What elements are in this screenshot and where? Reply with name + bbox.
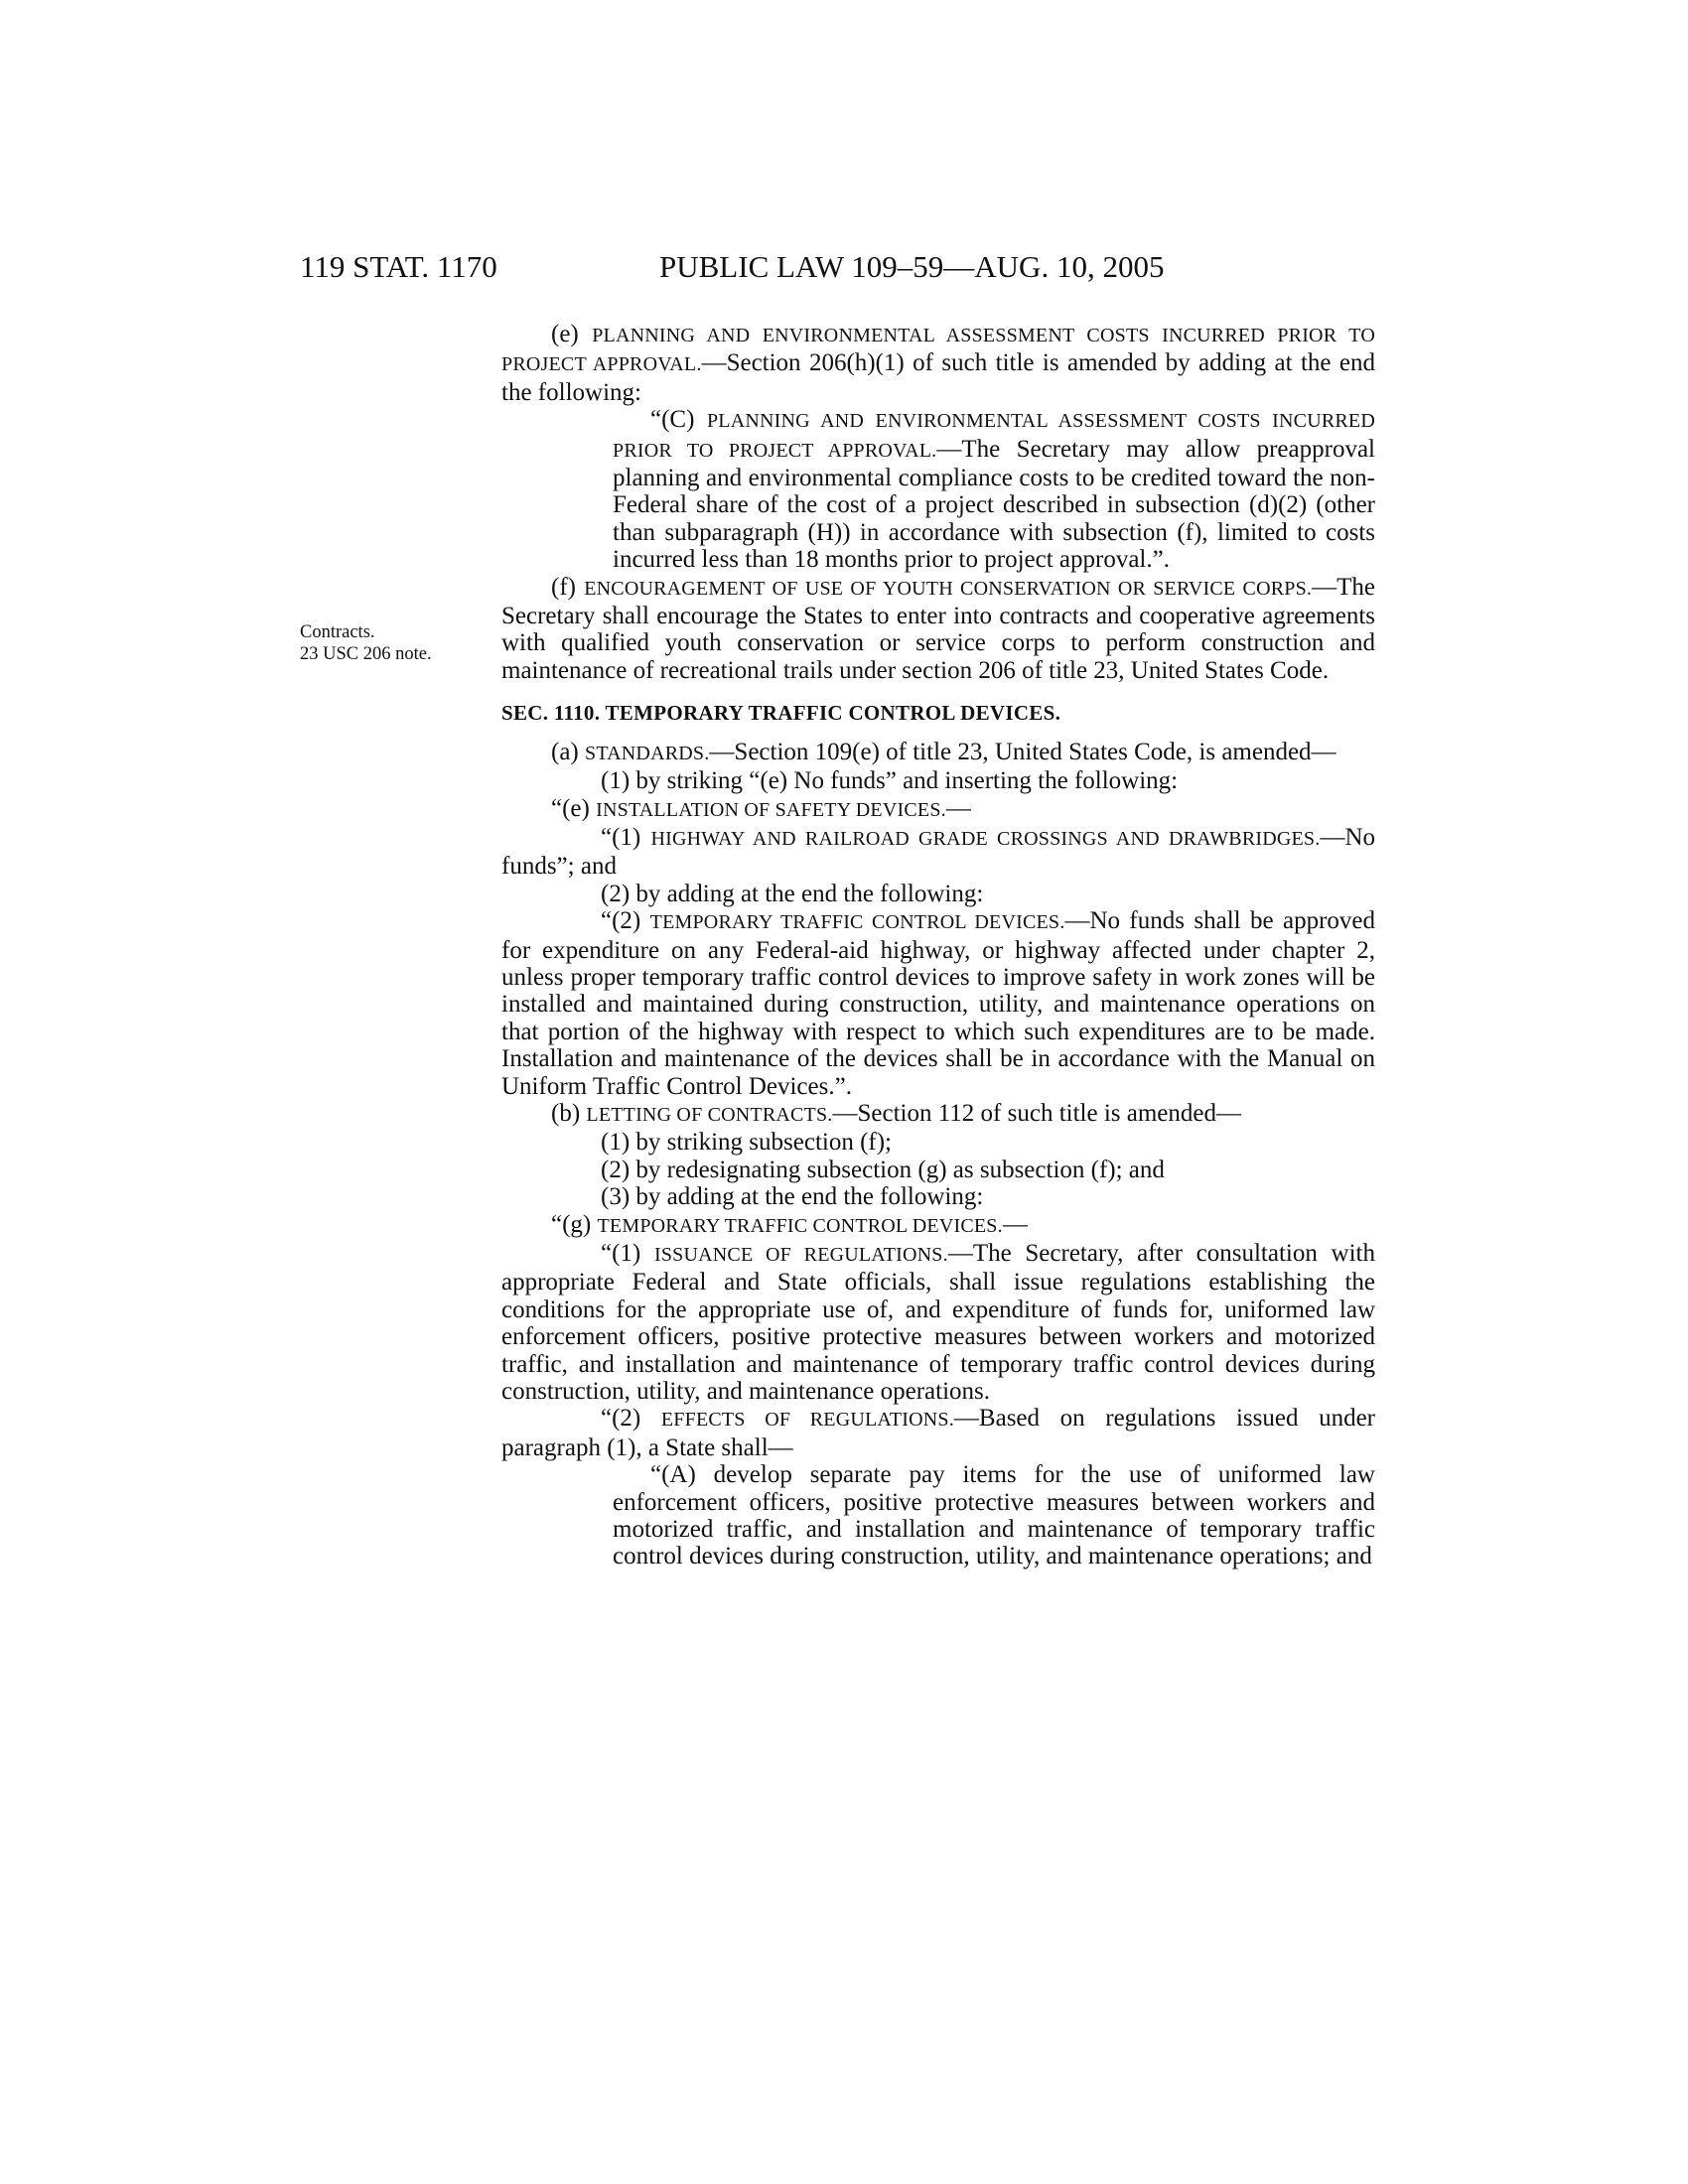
section-heading: SEC. 1110. TEMPORARY TRAFFIC CONTROL DEVICES. xyxy=(501,701,1061,726)
paragraph-g2-heading: EFFECTS OF REGULATIONS. xyxy=(660,1409,954,1432)
paragraph-a2: (2) by adding at the end the following: xyxy=(601,880,984,907)
margin-note-usc: 23 USC 206 note. xyxy=(300,644,432,664)
paragraph-e2 xyxy=(501,907,1375,1100)
paragraph-g2-label: “(2) xyxy=(601,1405,661,1433)
paragraph-b3: (3) by adding at the end the following: xyxy=(601,1183,984,1211)
paragraph-g1 xyxy=(501,1240,1375,1405)
paragraph-e2-label: “(2) xyxy=(601,907,650,935)
subsection-b-label: (b) xyxy=(551,1099,587,1127)
subsection-e-label: (e) xyxy=(551,321,593,347)
subsection-f-label: (f) xyxy=(551,573,585,601)
subsection-g-label: “(g) xyxy=(551,1210,598,1238)
subparagraph-c-text: —The Secretary may allow preapproval planning and environmental compliance costs to be credited toward the non-Federal share of the cost of a project described in subsection (d)(2) (other than subparagraph (H)) in accordance with subsection (f), limited to costs incurred less than 18 months prior to project approval.”. xyxy=(613,435,1375,574)
paragraph-e1-text: —No funds”; and xyxy=(501,823,1376,881)
subsection-b xyxy=(501,1100,1375,1129)
subsection-f xyxy=(501,574,1375,685)
subsection-a xyxy=(501,739,1375,767)
installation-text: — xyxy=(945,794,971,822)
paragraph-g2-text: —Based on regulations issued under paragraph (1), a State shall— xyxy=(501,1405,1375,1461)
subsection-b-heading: LETTING OF CONTRACTS. xyxy=(586,1103,833,1126)
subparagraph-c-heading: PLANNING AND ENVIRONMENTAL ASSESSMENT COSTS INCURRED PRIOR TO PROJECT APPROVAL. xyxy=(613,410,1375,462)
subsection-b-text: —Section 112 of such title is amended— xyxy=(832,1099,1241,1127)
subparagraph-c-label: “(C) xyxy=(650,406,707,434)
paragraph-g1-text: —The Secretary, after consultation with appropriate Federal and State officials, shall issue regulations establishing the conditions for the appropriate use of, and expenditure of funds for, uniformed law enforcement officers, positive protective measures between workers and motorized traffic, and installation and maintenance of temporary traffic control devices during construction, utility, and maintenance operations. xyxy=(501,1240,1375,1406)
subparagraph-gA: “(A) develop separate pay items for the use of uniformed law enforcement officers, positive protective measures between workers and motorized traffic, and installation and maintenance of temporary traffic control devices during construction, utility, and maintenance operations; and xyxy=(613,1461,1375,1570)
paragraph-b2: (2) by redesignating subsection (g) as subsection (f); and xyxy=(601,1156,1165,1183)
subsection-a-text: —Section 109(e) of title 23, United States Code, is amended— xyxy=(709,738,1336,765)
paragraph-e2-heading: TEMPORARY TRAFFIC CONTROL DEVICES. xyxy=(649,911,1065,934)
installation-heading: INSTALLATION OF SAFETY DEVICES. xyxy=(596,798,946,821)
paragraph-e1 xyxy=(501,824,1375,881)
paragraph-e1-heading: HIGHWAY AND RAILROAD GRADE CROSSINGS AND DRAWBRIDGES. xyxy=(650,827,1321,850)
subsection-f-text: —The Secretary shall encourage the States to enter into contracts and cooperative agreements with qualified youth conservation or service corps to perform construction and maintenance of recreational trails under section 206 of title 23, United States Code. xyxy=(501,573,1375,684)
subsection-e-text: —Section 206(h)(1) of such title is amended by adding at the end the following: xyxy=(501,349,1375,406)
paragraph-a1: (1) by striking “(e) No funds” and inserting the following: xyxy=(601,767,1179,795)
subsection-g xyxy=(501,1211,1375,1240)
installation-subsection xyxy=(501,795,1375,824)
paragraph-b1: (1) by striking subsection (f); xyxy=(601,1129,893,1157)
subsection-g-text: — xyxy=(1002,1210,1028,1238)
subsection-e-heading: PLANNING AND ENVIRONMENTAL ASSESSMENT COSTS INCURRED PRIOR TO PROJECT APPROVAL. xyxy=(501,325,1375,376)
margin-notes xyxy=(300,621,432,665)
paragraph-g2 xyxy=(501,1405,1375,1461)
subsection-a-heading: STANDARDS. xyxy=(585,742,710,764)
installation-label: “(e) xyxy=(551,794,597,822)
paragraph-g1-heading: ISSUANCE OF REGULATIONS. xyxy=(653,1244,948,1266)
subsection-f-heading: ENCOURAGEMENT OF USE OF YOUTH CONSERVATION OR SERVICE CORPS. xyxy=(584,577,1313,600)
document-body xyxy=(501,321,1375,1570)
paragraph-e2-text: —No funds shall be approved for expenditure on any Federal-aid highway, or highway affected under chapter 2, unless proper temporary traffic control devices to improve safety in work zones will be installed and maintained during construction, utility, and maintenance operations on that portion of the highway with respect to which such expenditures are to be made. Installation and maintenance of the devices shall be in accordance with the Manual on Uniform Traffic Control Devices.”. xyxy=(501,907,1375,1100)
page-reference: 119 STAT. 1170 xyxy=(300,249,497,284)
running-head: PUBLIC LAW 109–59—AUG. 10, 2005 xyxy=(659,249,1165,284)
subsection-a-label: (a) xyxy=(551,738,585,765)
margin-note-contracts: Contracts. xyxy=(300,622,375,642)
subparagraph-c xyxy=(501,406,1375,573)
subsection-g-heading: TEMPORARY TRAFFIC CONTROL DEVICES. xyxy=(597,1214,1003,1237)
subsection-e xyxy=(501,321,1375,406)
paragraph-e1-label: “(1) xyxy=(601,823,651,851)
paragraph-g1-label: “(1) xyxy=(601,1240,654,1267)
